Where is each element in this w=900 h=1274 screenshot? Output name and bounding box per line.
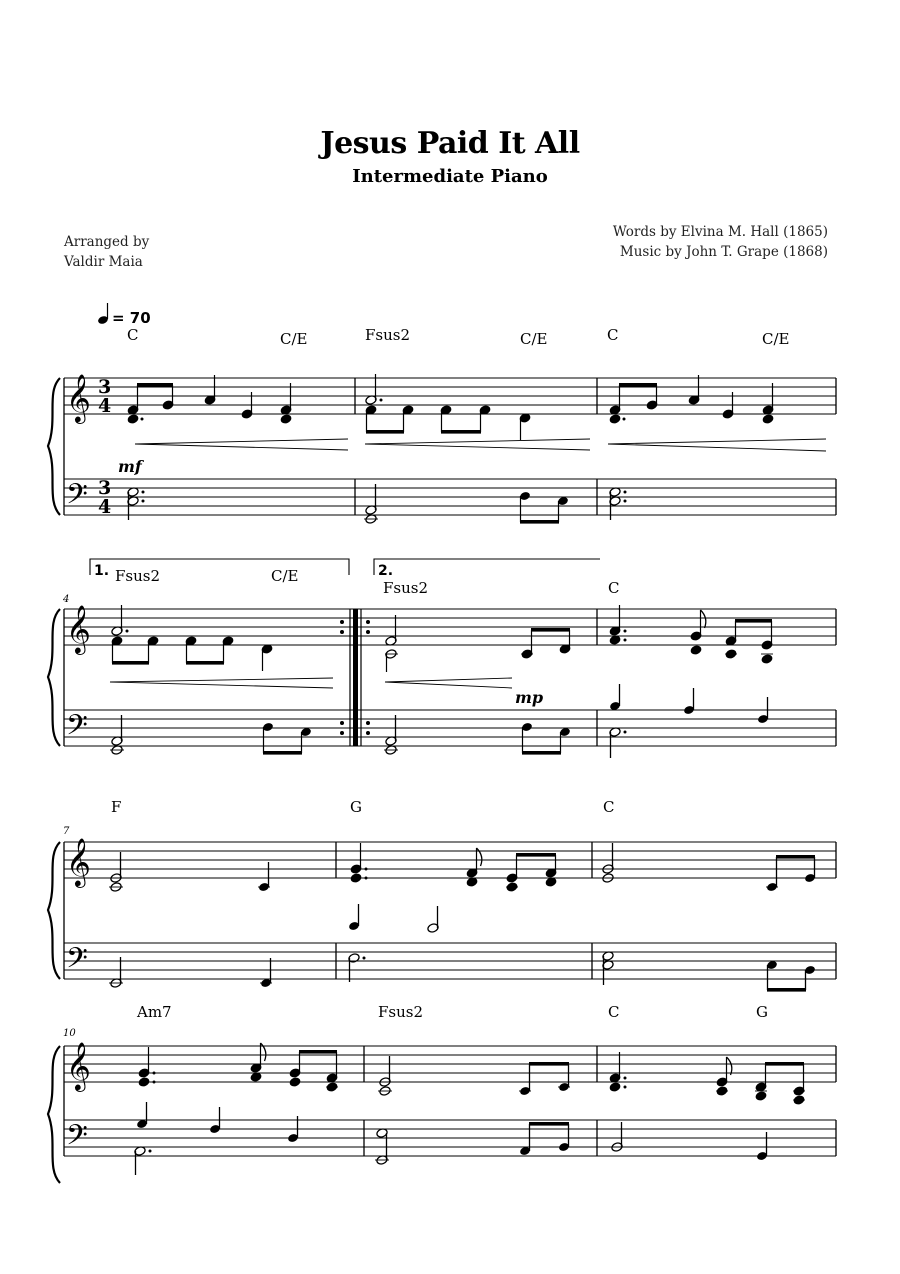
song-subtitle: Intermediate Piano	[352, 166, 548, 187]
volta-label: 1.	[94, 563, 110, 579]
chord-symbol: Fsus2	[383, 579, 429, 597]
decrescendo-hairpin	[135, 439, 826, 451]
measure-4-bass	[110, 715, 312, 755]
chord-symbol: F	[111, 798, 122, 816]
chord-symbol: C	[607, 326, 619, 344]
measure-3-treble	[609, 375, 774, 424]
song-title: Jesus Paid It All	[320, 126, 580, 161]
volta-label: 2.	[378, 563, 394, 579]
measure-5-treble	[385, 615, 571, 672]
chord-symbol: Fsus2	[365, 326, 411, 344]
measure-6-bass	[609, 684, 769, 758]
measure-number: 4	[63, 594, 70, 605]
treble-clef-icon: 𝄞	[66, 837, 91, 886]
measure-8-treble	[350, 843, 557, 892]
measure-5-bass	[384, 715, 571, 755]
measure-10-treble	[138, 1043, 338, 1092]
grand-staff-brace	[48, 842, 60, 979]
time-sig-top: 3	[98, 477, 112, 499]
repeat-barline	[340, 609, 370, 746]
chord-symbol: Am7	[137, 1003, 172, 1021]
measure-12-treble	[609, 1052, 805, 1105]
treble-clef-icon: 𝄞	[66, 373, 91, 422]
music-credit: Music by John T. Grape (1868)	[619, 244, 828, 260]
arranger-name: Valdir Maia	[64, 254, 143, 270]
chord-symbol: C	[608, 1003, 620, 1021]
measure-number: 10	[63, 1028, 76, 1039]
measure-11-bass	[375, 1122, 570, 1165]
dynamic-marking: mp	[515, 688, 544, 707]
measure-6-treble	[609, 605, 773, 664]
chord-symbol: G	[756, 1003, 768, 1021]
chord-symbol: C/E	[280, 330, 308, 348]
chord-symbol: C	[127, 326, 139, 344]
chord-symbol: Fsus2	[378, 1003, 424, 1021]
time-sig-bottom: 4	[98, 395, 112, 417]
chord-symbol: G	[350, 798, 362, 816]
arranged-by-label: Arranged by	[64, 234, 150, 250]
time-sig-bottom: 4	[98, 496, 112, 518]
system-1	[48, 326, 836, 524]
measure-9-treble	[602, 843, 816, 892]
volta-brackets	[90, 559, 600, 575]
system-2	[48, 559, 836, 758]
chord-symbol: Fsus2	[115, 567, 161, 585]
bass-clef-icon: 𝄢	[66, 942, 88, 982]
dynamic-marking: mf	[118, 457, 142, 476]
grand-staff-brace	[48, 1046, 60, 1183]
treble-clef-icon: 𝄞	[66, 1041, 91, 1090]
measure-7-treble	[109, 852, 270, 892]
bass-clef-icon: 𝄢	[66, 709, 88, 749]
measure-12-bass	[611, 1122, 768, 1161]
measure-2-treble	[365, 374, 531, 440]
grand-staff-brace	[48, 609, 60, 746]
bass-staff	[64, 943, 836, 979]
measure-10-bass	[134, 1102, 299, 1175]
barlines	[64, 842, 836, 979]
tempo-text: = 70	[112, 309, 151, 327]
bass-staff	[64, 479, 836, 515]
chord-symbol: C	[608, 579, 620, 597]
bass-staff	[64, 1120, 836, 1156]
tempo-marking	[97, 303, 151, 327]
treble-staff	[64, 609, 836, 645]
chord-symbol: C/E	[271, 567, 299, 585]
time-sig-top: 3	[98, 376, 112, 398]
measure-1-treble	[127, 375, 292, 424]
chord-symbol: C	[603, 798, 615, 816]
bass-clef-icon: 𝄢	[66, 1119, 88, 1159]
barlines	[64, 609, 836, 746]
measure-11-treble	[378, 1056, 570, 1096]
system-3	[48, 798, 836, 992]
chord-symbol: C/E	[762, 330, 790, 348]
bass-staff	[64, 710, 836, 746]
measure-2-bass	[364, 484, 569, 524]
treble-clef-icon: 𝄞	[66, 604, 91, 653]
chord-symbol: C/E	[520, 330, 548, 348]
grand-staff-brace	[48, 378, 60, 515]
treble-staff	[64, 842, 836, 878]
words-credit: Words by Elvina M. Hall (1865)	[612, 224, 828, 240]
decrescendo-hairpin	[110, 678, 512, 688]
treble-staff	[64, 1046, 836, 1082]
system-4	[48, 1003, 836, 1183]
measure-4-treble	[111, 605, 273, 671]
bass-clef-icon: 𝄢	[66, 478, 88, 518]
measure-number: 7	[63, 826, 70, 837]
measure-7-bass	[109, 957, 272, 988]
barlines	[64, 1046, 836, 1156]
measure-9-bass	[602, 951, 816, 992]
